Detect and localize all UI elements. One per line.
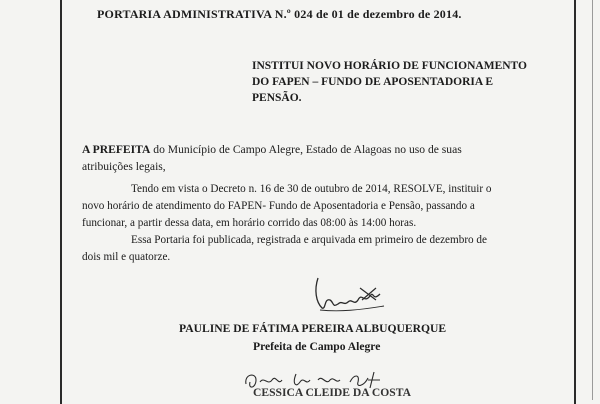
body-line: dois mil e quatorze. (82, 251, 171, 263)
subject-line: INSTITUI NOVO HORÁRIO DE FUNCIONAMENTO (252, 60, 527, 72)
body-line: Essa Portaria foi publicada, registrada e arquivada em primeiro de dezembro de (131, 234, 487, 246)
subject-line: DO FAPEN – FUNDO DE APOSENTADORIA E (252, 76, 494, 88)
intro-lead: A PREFEITA (82, 143, 151, 156)
subject-line: PENSÃO. (252, 92, 302, 104)
document-header: PORTARIA ADMINISTRATIVA N.º 024 de 01 de dezembro de 2014. (97, 7, 462, 21)
body-line: Tendo em vista o Decreto n. 16 de 30 de outubro de 2014, RESOLVE, instituir o (131, 183, 492, 195)
body-line: funcionar, a partir dessa data, em horário corrido das 08:00 às 14:00 horas. (82, 217, 417, 229)
intro-text: do Município de Campo Alegre, Estado de Alagoas no uso de suas (150, 143, 462, 156)
intro-paragraph (82, 141, 462, 175)
body-paragraph (82, 181, 552, 266)
signatory-name: PAULINE DE FÁTIMA PEREIRA ALBUQUERQUE (179, 322, 447, 335)
document-subject (252, 58, 527, 106)
intro-text: atribuições legais, (82, 160, 166, 173)
handwritten-signature (300, 270, 390, 318)
body-line: novo horário de atendimento do FAPEN- Fundo de Aposentadoria e Pensão, passando a (82, 200, 475, 212)
second-signatory-name: CESSICA CLEIDE DA COSTA (253, 386, 411, 399)
signatory-role: Prefeita de Campo Alegre (253, 340, 381, 353)
edge-line (592, 0, 593, 400)
